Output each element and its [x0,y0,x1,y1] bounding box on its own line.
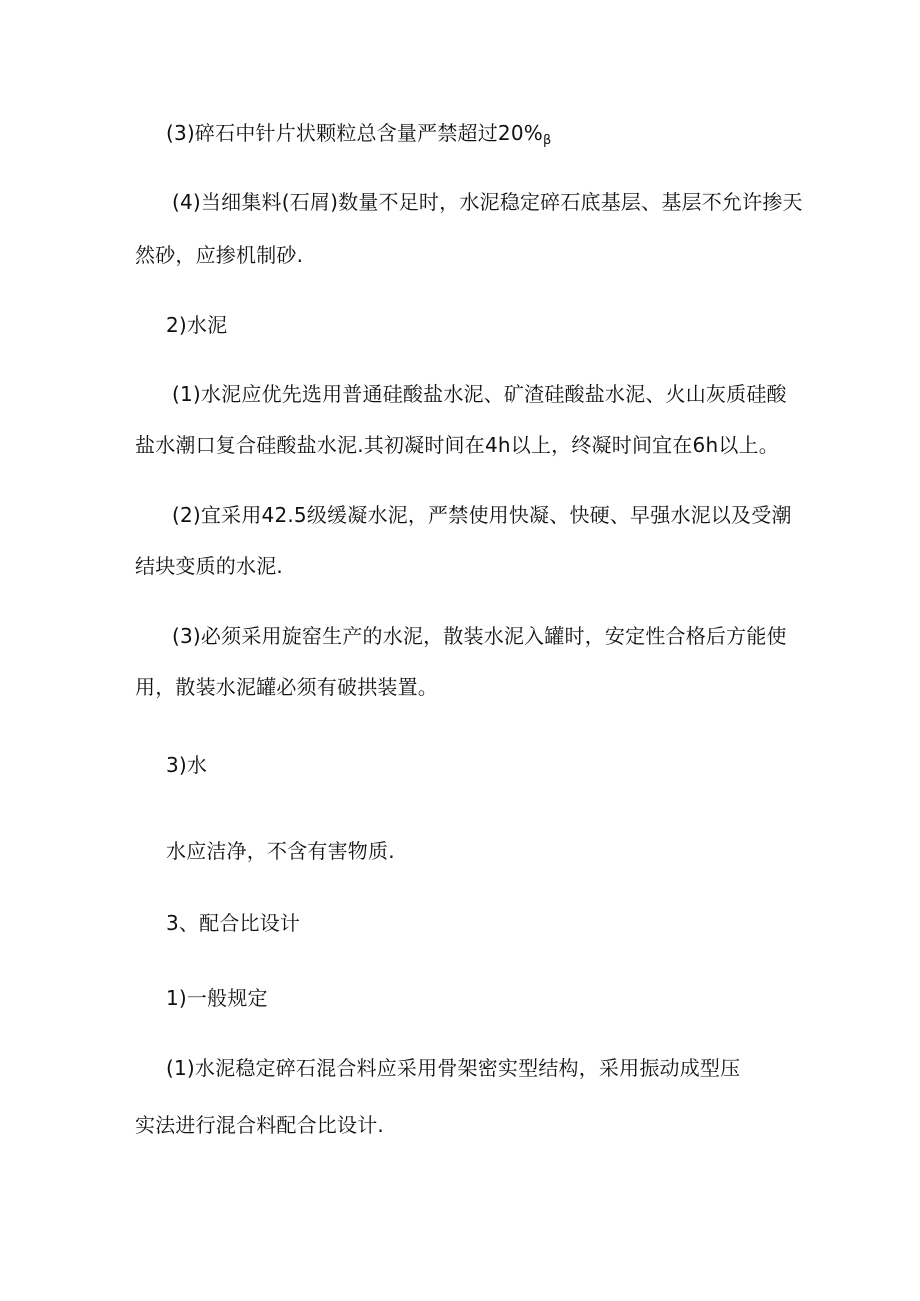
text-line-1-suffix: β [542,133,552,148]
text-line-10: 用，散装水泥罐必须有破拱装置。 [135,675,438,699]
text-line-8: 结块变质的水泥. [135,554,283,578]
text-line-12: 水应洁净，不含有害物质. [166,839,395,863]
text-line-6: 盐水潮口复合硅酸盐水泥.其初凝时间在4h以上，终凝时间宜在6h以上。 [135,433,779,457]
text-line-1-content: (3)碎石中针片状颗粒总含量严禁超过20% [166,121,543,145]
text-line-9: (3)必须采用旋窑生产的水泥，散装水泥入罐时，安定性合格后方能使 [172,624,787,648]
text-line-5: (1)水泥应优先选用普通硅酸盐水泥、矿渣硅酸盐水泥、火山灰质硅酸 [172,382,787,406]
text-line-7: (2)宜采用42.5级缓凝水泥，严禁使用快凝、快硬、早强水泥以及受潮 [172,503,792,527]
section-heading-mix-design: 3、配合比设计 [166,911,301,935]
text-line-16: 实法进行混合料配合比设计. [135,1113,384,1137]
section-heading-water: 3)水 [166,753,208,777]
text-line-2: (4)当细集料(石屑)数量不足时，水泥稳定碎石底基层、基层不允许掺天 [172,190,803,214]
section-heading-general: 1)一般规定 [166,986,268,1010]
section-heading-cement: 2)水泥 [166,313,228,337]
text-line-1 [166,120,551,154]
text-line-15: (1)水泥稳定碎石混合料应采用骨架密实型结构，采用振动成型压 [166,1056,741,1080]
text-line-3: 然砂，应掺机制砂. [135,243,304,267]
